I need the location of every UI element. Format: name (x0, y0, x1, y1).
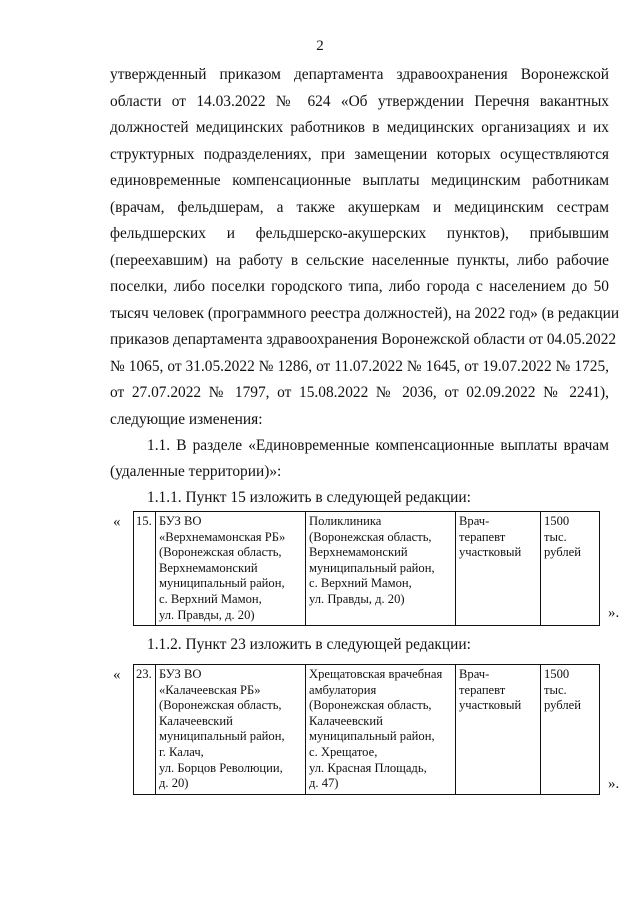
entry-position: Врач- терапевт участковый (456, 665, 541, 795)
table-row (134, 665, 600, 795)
intro-line: поселки, либо поселки городского типа, либо города с населением до 50 (110, 278, 609, 295)
entry-location: Поликлиника (Воронежская область, Верхнемамонский муниципальный район, с. Верхний Мамон, ул. Правды, д. 20) (306, 512, 456, 626)
entry-organization: БУЗ ВО «Верхнемамонская РБ» (Воронежская область, Верхнемамонский муниципальный район, с. Верхний Мамон, ул. Правды, д. 20) (156, 512, 306, 626)
page-number: 2 (316, 38, 324, 54)
entry-location: Хрещатовская врачебная амбулатория (Воронежская область, Калачеевский муниципальный район, с. Хрещатое, ул. Красная Площадь, д. 47) (306, 665, 456, 795)
intro-line: № 1065, от 31.05.2022 № 1286, от 11.07.2022 № 1645, от 19.07.2022 № 1725, (110, 357, 609, 375)
quote-close-mark: ». (608, 776, 620, 792)
entry-amount: 1500 тыс. рублей (541, 665, 600, 795)
intro-line: должностей медицинских работников в медицинских организациях и их (110, 119, 609, 136)
section-1-1-heading-cont: (удаленные территории)»: (110, 463, 282, 480)
table-row (134, 512, 600, 626)
entry-number: 15. (134, 512, 156, 626)
intro-line: следующие изменения: (110, 410, 263, 428)
intro-line: (переехавшим) на работу в сельские населенные пункты, либо рабочие (110, 251, 609, 269)
intro-line: утвержденный приказом департамента здравоохранения Воронежской (110, 66, 609, 83)
entry-table-15 (133, 511, 600, 626)
intro-line: фельдшерских и фельдшерско-акушерских пунктов), прибывшим (110, 225, 609, 242)
intro-line: (врачам, фельдшерам, а также акушеркам и медицинским сестрам (110, 198, 609, 216)
intro-line: структурных подразделениях, при замещении которых осуществляются (110, 145, 609, 163)
entry-number: 23. (134, 665, 156, 795)
item-1-1-2: 1.1.2. Пункт 23 изложить в следующей редакции: (147, 636, 471, 653)
item-1-1-1: 1.1.1. Пункт 15 изложить в следующей редакции: (147, 489, 471, 506)
entry-position: Врач- терапевт участковый (456, 512, 541, 626)
intro-paragraph (110, 62, 620, 433)
intro-line: тысяч человек (программного реестра должностей), на 2022 год» (в редакции (110, 304, 620, 322)
entry-organization: БУЗ ВО «Калачеевская РБ» (Воронежская область, Калачеевский муниципальный район, г. Калач, ул. Борцов Революции, д. 20) (156, 665, 306, 795)
quote-close-mark: ». (608, 605, 620, 621)
section-1-1-heading: 1.1. В разделе «Единовременные компенсационные выплаты врачам (147, 437, 609, 454)
intro-line: единовременные компенсационные выплаты медицинским работникам (110, 172, 609, 189)
intro-line: от 27.07.2022 № 1797, от 15.08.2022 № 2036, от 02.09.2022 № 2241), (110, 384, 609, 401)
intro-line: приказов департамента здравоохранения Воронежской области от 04.05.2022 (110, 331, 617, 348)
quote-open-mark: « (113, 514, 121, 530)
intro-line: области от 14.03.2022 № 624 «Об утверждении Перечня вакантных (110, 92, 609, 110)
entry-table-23 (133, 664, 600, 795)
quote-open-mark: « (113, 667, 121, 683)
entry-amount: 1500 тыс. рублей (541, 512, 600, 626)
